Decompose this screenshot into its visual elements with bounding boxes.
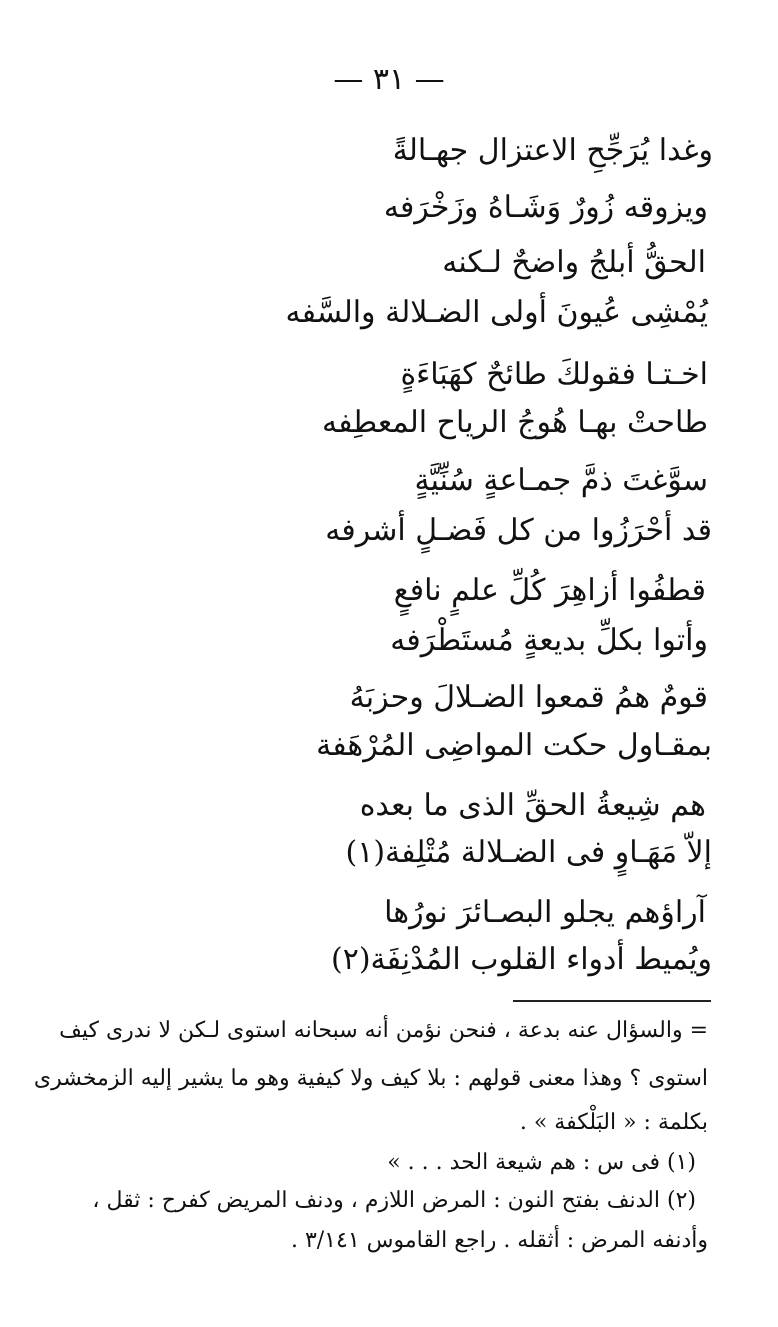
verse-line: هم شِيعةُ الحقِّ الذى ما بعده [359,788,706,823]
verse-line: اخـتـا فقولكَ طائحٌ كهَبَاءَةٍ [400,357,708,392]
footnote-line: بكلمة : « البَلْكفة » . [519,1110,708,1135]
footnote-line: = والسؤال عنه بدعة ، فنحن نؤمن أنه سبحانه استوى لـكن لا ندرى كيف [59,1018,708,1043]
verse-line: إلاّ مَهَـاوٍ فى الضـلالة مُتْلِفة(١) [345,835,712,870]
verse-line: بمقـاول حكت المواضِى المُرْهَفة [316,728,712,763]
footnote-line: استوى ؟ وهذا معنى قولهم : بلا كيف ولا كيفية وهو ما يشير إليه الزمخشرى [33,1066,708,1091]
verse-line: سوَّغتَ ذمَّ جمـاعةٍ سُنِّيَّةٍ [414,463,708,498]
verse-line: وغدا يُرَجِّحِ الاعتزال جهـالةً [392,133,713,168]
verse-line: ويُميط أدواء القلوب المُدْنِفَة(٢) [331,942,712,977]
footnote-line: وأدنفه المرض : أثقله . راجع القاموس ٣/١٤١ . [290,1228,708,1253]
footnote-line: (١) فى س : هم شيعة الحد . . . » [387,1150,696,1175]
page-number: — ٣١ — [333,62,445,97]
verse-line: طاحتْ بهـا هُوجُ الرياح المعطِفه [321,405,708,440]
verse-line: قد أحْرَزُوا من كل فَضـلٍ أشرفه [325,513,712,548]
verse-line: آراؤهم يجلو البصـائرَ نورُها [384,895,706,930]
verse-line: وأتوا بكلِّ بديعةٍ مُستَطْرَفه [390,623,708,658]
verse-line: يُمْشِى عُيونَ أولى الضـلالة والسَّفه [285,295,708,330]
verse-line: الحقُّ أبلجُ واضحٌ لـكنه [442,245,706,280]
footnote-line: (٢) الدنف بفتح النون : المرض اللازم ، ودنف المريض كفرح : ثقل ، [92,1188,696,1213]
footnote-separator [513,1000,711,1002]
verse-line: قطفُوا أزاهِرَ كُلِّ علمٍ نافعٍ [393,573,706,608]
verse-line: ويزوقه زُورٌ وَشَـاهُ وزَخْرَفه [383,190,708,225]
verse-line: قومٌ همُ قمعوا الضـلالَ وحزبَهُ [349,680,708,715]
